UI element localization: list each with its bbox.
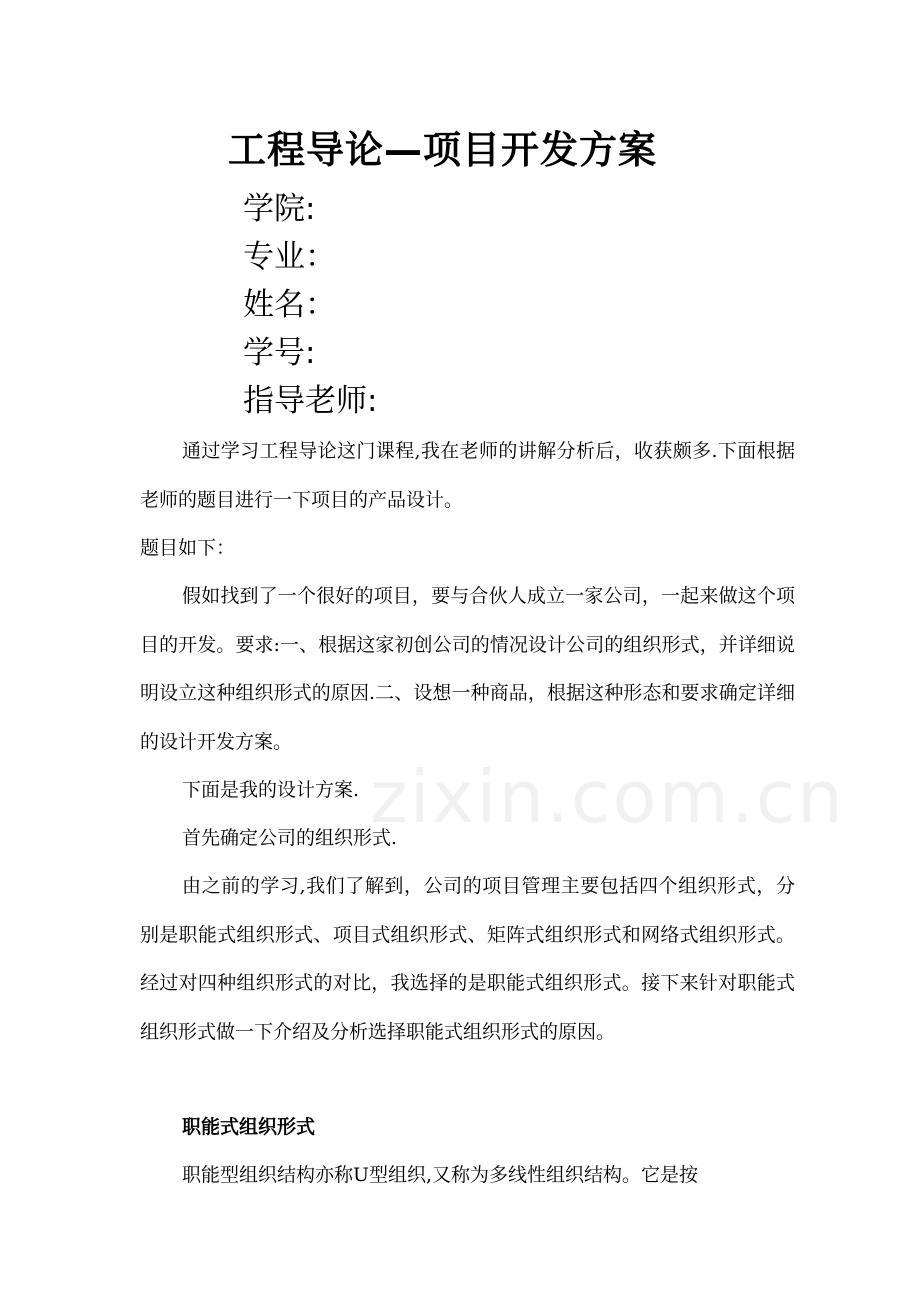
- paragraph-functional-def: 职能型组织结构亦称U型组织,又称为多线性组织结构。它是按: [182, 1164, 699, 1186]
- field-college: 学院:: [243, 191, 316, 227]
- paragraph-org-first: 首先确定公司的组织形式.: [182, 827, 398, 849]
- paragraph-topic-heading: 题目如下：: [140, 537, 236, 559]
- paragraph-org-analysis: 由之前的学习,我们了解到，公司的项目管理主要包括四个组织形式，分别是职能式组织形式、项目式组织形式、矩阵式组织形式和网络式组织形式。经过对四种组织形式的对比，我选择的是职能式组织形式。接下来针对职能式组织形式做一下介绍及分析选择职能式组织形式的原因。: [140, 875, 795, 1043]
- paragraph-plan-intro: 下面是我的设计方案.: [182, 779, 360, 801]
- paragraph-topic-content: 假如找到了一个很好的项目，要与合伙人成立一家公司，一起来做这个项目的开发。要求:一、根据这家初创公司的情况设计公司的组织形式，并详细说明设立这种组织形式的原因.二、设想一种商品，根据这种形态和要求确定详细的设计开发方案。: [140, 585, 795, 753]
- section-heading-functional: 职能式组织形式: [182, 1116, 316, 1138]
- watermark: zixin.com.cn: [370, 755, 845, 839]
- field-major: 专业：: [243, 239, 336, 275]
- field-name: 姓名：: [243, 287, 336, 323]
- paragraph-intro: 通过学习工程导论这门课程,我在老师的讲解分析后，收获颇多.下面根据老师的题目进行一下项目的产品设计。: [140, 440, 795, 511]
- field-student-id: 学号:: [243, 335, 316, 371]
- document-title: 工程导论—项目开发方案: [227, 128, 657, 172]
- field-advisor: 指导老师:: [243, 383, 378, 419]
